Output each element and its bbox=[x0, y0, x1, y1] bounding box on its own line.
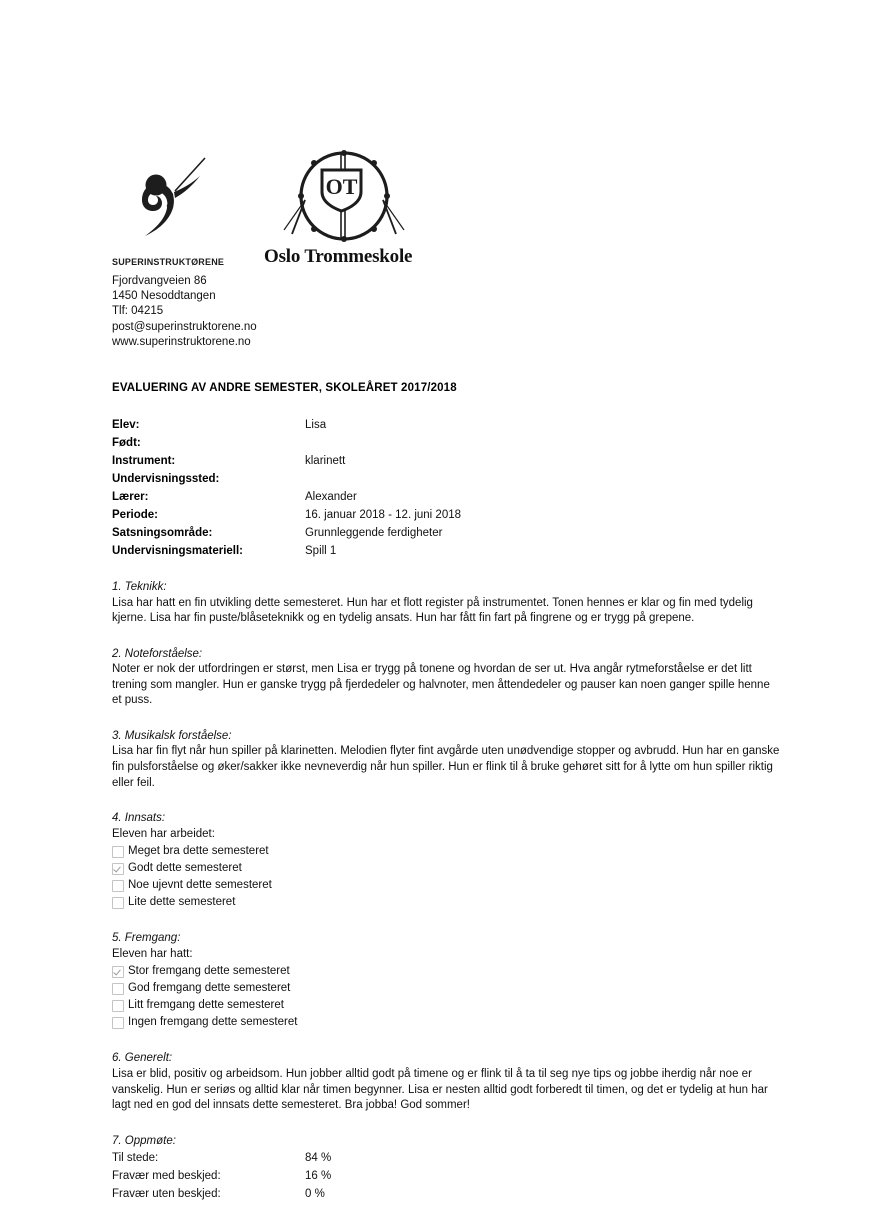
superinstruktorene-logo bbox=[112, 150, 252, 268]
table-row bbox=[112, 434, 782, 452]
fremgang-option-list bbox=[112, 963, 782, 1031]
table-row bbox=[112, 416, 782, 434]
letterhead-logos bbox=[112, 150, 782, 268]
list-item[interactable] bbox=[112, 877, 782, 894]
list-item[interactable] bbox=[112, 963, 782, 980]
oslo-trommeskole-wordmark: Oslo Trommeskole bbox=[264, 246, 413, 267]
checkbox-innsats-meget-bra[interactable] bbox=[112, 846, 124, 858]
section-heading-musikalsk: 3. Musikalsk forståelse: bbox=[112, 729, 232, 742]
checkbox-label: Stor fremgang dette semesteret bbox=[128, 965, 290, 978]
section-musikalsk-forstaelse bbox=[112, 729, 782, 791]
section-heading-teknikk: 1. Teknikk: bbox=[112, 581, 167, 594]
address-website: www.superinstruktorene.no bbox=[112, 335, 251, 348]
table-row bbox=[112, 542, 782, 560]
attendance-label-fravaer-uten-beskjed: Fravær uten beskjed: bbox=[112, 1188, 221, 1201]
attendance-label-til-stede: Til stede: bbox=[112, 1152, 159, 1165]
section-body-teknikk: Lisa har hatt en fin utvikling dette semesteret. Hun har et flott register på instrumentet. Tonen hennes er klar og fin med tydelig kjerne. Lisa har fin puste/blåseteknikk og en tydelig ansats. Hun har fått fin fart på fingrene og er trygg på grepene. bbox=[112, 596, 753, 625]
checkbox-innsats-lite[interactable] bbox=[112, 897, 124, 909]
field-label-fodt: Født: bbox=[112, 437, 141, 450]
checkbox-fremgang-ingen[interactable] bbox=[112, 1017, 124, 1029]
field-value-satsningsomrade: Grunnleggende ferdigheter bbox=[305, 527, 443, 540]
attendance-value-fravaer-med-beskjed: 16 % bbox=[305, 1170, 332, 1183]
document-content bbox=[112, 150, 782, 1203]
section-heading-noteforstaelse: 2. Noteforståelse: bbox=[112, 647, 203, 660]
attendance-value-til-stede: 84 % bbox=[305, 1152, 332, 1165]
checkbox-fremgang-stor[interactable] bbox=[112, 966, 124, 978]
field-value-periode: 16. januar 2018 - 12. juni 2018 bbox=[305, 509, 462, 522]
section-body-musikalsk: Lisa har fin flyt når hun spiller på klarinetten. Melodien flyter fint avgårde uten unødvendige stopper og avbrudd. Hun har en ganske fin pulsforståelse og øker/sakker ikke nevneverdig når hun spiller. Hun er flink til å bruke gehøret sitt for å lytte om hun spiller riktig eller feil. bbox=[112, 745, 780, 789]
section-subheading-fremgang: Eleven har hatt: bbox=[112, 947, 193, 960]
checkbox-label: Meget bra dette semesteret bbox=[128, 845, 269, 858]
address-street: Fjordvangveien 86 bbox=[112, 275, 207, 287]
field-value-elev: Lisa bbox=[305, 419, 327, 432]
section-subheading-innsats: Eleven har arbeidet: bbox=[112, 827, 215, 840]
bass-drum-icon bbox=[264, 150, 424, 250]
section-fremgang bbox=[112, 931, 782, 1031]
list-item[interactable] bbox=[112, 894, 782, 911]
field-label-undervisningsmateriell: Undervisningsmateriell: bbox=[112, 545, 244, 558]
ot-monogram-text: OT bbox=[325, 174, 358, 199]
oslo-trommeskole-logo bbox=[264, 150, 424, 268]
section-body-noteforstaelse: Noter er nok der utfordringen er størst, men Lisa er trygg på tonene og hvordan de ser ut. Hva angår rytmeforståelse er det litt trening som mangler. Hun er ganske trygg på fjerdedeler og halvnoter, men åttendedeler og pauser kan noen ganger spille henne et puss. bbox=[112, 663, 770, 707]
address-block bbox=[112, 274, 782, 350]
list-item[interactable] bbox=[112, 1014, 782, 1031]
section-teknikk bbox=[112, 580, 782, 627]
checkbox-innsats-noe-ujevnt[interactable] bbox=[112, 880, 124, 892]
field-value-laerer: Alexander bbox=[305, 491, 357, 504]
address-phone: Tlf: 04215 bbox=[112, 305, 164, 318]
table-row bbox=[112, 524, 782, 542]
section-oppmote bbox=[112, 1134, 782, 1204]
table-row bbox=[112, 1185, 782, 1203]
field-label-instrument: Instrument: bbox=[112, 455, 176, 468]
section-generelt bbox=[112, 1051, 782, 1113]
list-item[interactable] bbox=[112, 980, 782, 997]
table-row bbox=[112, 1167, 782, 1185]
section-body-generelt: Lisa er blid, positiv og arbeidsom. Hun jobber alltid godt på timene og er flink til å ta til seg nye tips og jobbe iherdig når noe er vanskelig. Hun er seriøs og alltid klar når timen begynner. Lisa er nesten alltid godt forberedt til timen, og det er tydelig at hun har lagt ned en god del innsats dette semesteret. Bra jobba! God sommer! bbox=[112, 1067, 768, 1112]
student-info-table bbox=[112, 416, 782, 560]
table-row bbox=[112, 506, 782, 524]
page-title: EVALUERING AV ANDRE SEMESTER, SKOLEÅRET 2017/2018 bbox=[112, 382, 457, 395]
checkbox-fremgang-litt[interactable] bbox=[112, 1000, 124, 1012]
bass-clef-figure-icon bbox=[112, 150, 252, 250]
table-row bbox=[112, 470, 782, 488]
table-row bbox=[112, 452, 782, 470]
attendance-label-fravaer-med-beskjed: Fravær med beskjed: bbox=[112, 1170, 221, 1183]
field-label-undervisningssted: Undervisningssted: bbox=[112, 473, 220, 486]
table-row bbox=[112, 488, 782, 506]
checkbox-label: Noe ujevnt dette semesteret bbox=[128, 879, 272, 892]
checkbox-label: Ingen fremgang dette semesteret bbox=[128, 1016, 298, 1029]
checkbox-label: Lite dette semesteret bbox=[128, 896, 236, 909]
field-label-laerer: Lærer: bbox=[112, 491, 149, 504]
section-heading-fremgang: 5. Fremgang: bbox=[112, 932, 181, 945]
list-item[interactable] bbox=[112, 997, 782, 1014]
section-heading-oppmote: 7. Oppmøte: bbox=[112, 1134, 176, 1147]
section-heading-generelt: 6. Generelt: bbox=[112, 1052, 173, 1065]
checkbox-label: Litt fremgang dette semesteret bbox=[128, 999, 284, 1012]
checkbox-innsats-godt[interactable] bbox=[112, 863, 124, 875]
section-innsats bbox=[112, 811, 782, 911]
field-value-undervisningsmateriell: Spill 1 bbox=[305, 545, 337, 558]
attendance-value-fravaer-uten-beskjed: 0 % bbox=[305, 1188, 325, 1201]
field-label-elev: Elev: bbox=[112, 419, 140, 432]
field-label-periode: Periode: bbox=[112, 509, 159, 522]
address-postal: 1450 Nesoddtangen bbox=[112, 290, 216, 303]
superinstruktorene-wordmark: superinstruktørene bbox=[112, 253, 225, 268]
checkbox-fremgang-god[interactable] bbox=[112, 983, 124, 995]
list-item[interactable] bbox=[112, 843, 782, 860]
checkbox-label: Godt dette semesteret bbox=[128, 862, 242, 875]
section-heading-innsats: 4. Innsats: bbox=[112, 812, 166, 825]
innsats-option-list bbox=[112, 843, 782, 911]
field-label-satsningsomrade: Satsningsområde: bbox=[112, 527, 213, 540]
section-noteforstaelse bbox=[112, 647, 782, 709]
table-row bbox=[112, 1149, 782, 1167]
address-email: post@superinstruktorene.no bbox=[112, 320, 257, 333]
field-value-instrument: klarinett bbox=[305, 455, 346, 468]
checkbox-label: God fremgang dette semesteret bbox=[128, 982, 291, 995]
list-item[interactable] bbox=[112, 860, 782, 877]
